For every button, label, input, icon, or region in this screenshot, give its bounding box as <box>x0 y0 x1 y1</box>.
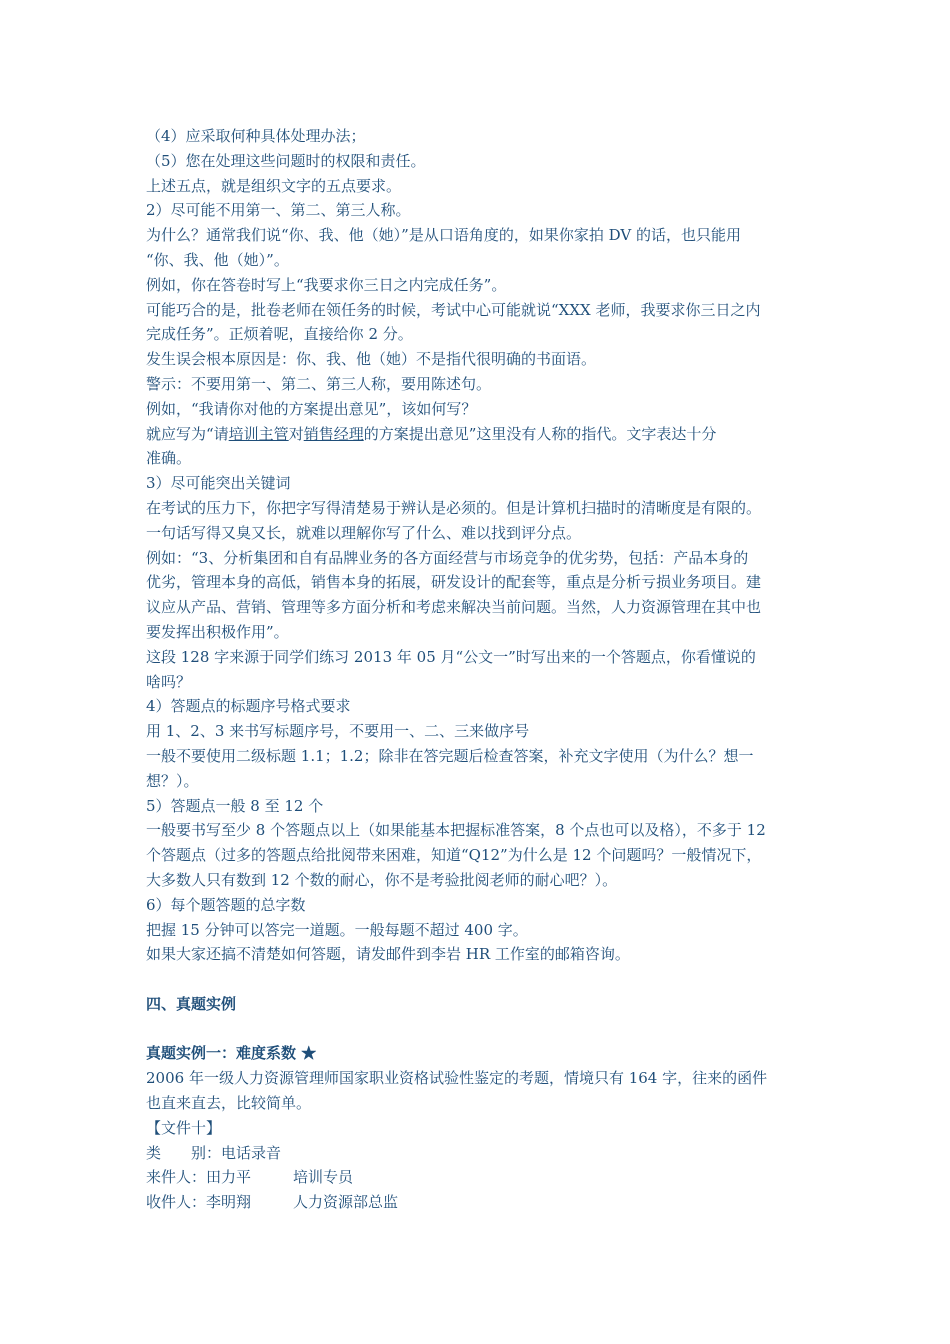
text-line: 可能巧合的是，批卷老师在领任务的时候，考试中心可能就说“XXX 老师，我要求你三日之内 <box>146 300 761 319</box>
text-line: 发生误会根本原因是：你、我、他（她）不是指代很明确的书面语。 <box>146 350 597 369</box>
text-line: 3）尽可能突出关键词 <box>146 474 291 493</box>
text-line: 优劣，管理本身的高低，销售本身的拓展，研发设计的配套等，重点是分析亏损业务项目。建 <box>146 573 762 592</box>
text-line: （5）您在处理这些问题时的权限和责任。 <box>146 151 426 170</box>
text-line: 2）尽可能不用第一、第二、第三人称。 <box>146 201 411 220</box>
subsection-heading: 真题实例一：难度系数 ★ <box>146 1044 317 1063</box>
text-line: 也直来直去，比较简单。 <box>146 1094 312 1113</box>
text-line: 一句话写得又臭又长，就难以理解你写了什么、难以找到评分点。 <box>146 523 582 542</box>
text-line: 【文件十】 <box>146 1118 222 1137</box>
text-line: 例如，你在答卷时写上“我要求你三日之内完成任务”。 <box>146 275 507 294</box>
text-line: 议应从产品、营销、管理等多方面分析和考虑来解决当前问题。当然，人力资源管理在其中也 <box>146 598 762 617</box>
text-line <box>146 422 826 447</box>
text-line: 啥吗？ <box>146 672 192 691</box>
text-line: （4）应采取何种具体处理办法； <box>146 127 366 145</box>
recipient-name: 收件人：李明翔 <box>146 1193 252 1212</box>
text-line: 这段 128 字来源于同学们练习 2013 年 05 月“公文一”时写出来的一个答题点，你看懂说的 <box>146 647 756 666</box>
text-line: 把握 15 分钟可以答完一道题。一般每题不超过 400 字。 <box>146 920 528 939</box>
text-line: 上述五点，就是组织文字的五点要求。 <box>146 176 402 195</box>
text-line: 如果大家还搞不清楚如何答题，请发邮件到李岩 HR 工作室的邮箱咨询。 <box>146 945 630 964</box>
recipient-line <box>146 1190 826 1215</box>
text-line: 例如：“3、分析集团和自有品牌业务的各方面经营与市场竞争的优劣势，包括：产品本身的 <box>146 548 749 567</box>
text-line: “你、我、他（她）”。 <box>146 250 289 269</box>
text-line: 5）答题点一般 8 至 12 个 <box>146 796 324 815</box>
text-line: 为什么？通常我们说“你、我、他（她）”是从口语角度的，如果你家拍 DV 的话，也只能用 <box>146 226 741 245</box>
text-span: 就应写为“请 <box>146 424 229 443</box>
text-line: 要发挥出积极作用”。 <box>146 622 289 641</box>
text-line: 想？）。 <box>146 771 199 790</box>
text-line: 一般不要使用二级标题 1.1；1.2；除非在答完题后检查答案，补充文字使用（为什么？想一 <box>146 746 754 765</box>
text-line: 警示：不要用第一、第二、第三人称，要用陈述句。 <box>146 374 492 393</box>
section-heading: 四、真题实例 <box>146 994 237 1013</box>
text-line: 6）每个题答题的总字数 <box>146 895 306 914</box>
text-line: 类 别：电话录音 <box>146 1143 282 1162</box>
sales-manager-link[interactable]: 销售经理 <box>303 424 364 443</box>
text-line: 4）答题点的标题序号格式要求 <box>146 697 351 716</box>
text-line: 完成任务”。正烦着呢，直接给你 2 分。 <box>146 325 413 344</box>
sender-name: 来件人：田力平 <box>146 1168 252 1187</box>
text-line: 一般要书写至少 8 个答题点以上（如果能基本把握标准答案，8 个点也可以及格），不多于 12 <box>146 821 766 840</box>
text-line: 在考试的压力下，你把字写得清楚易于辨认是必须的。但是计算机扫描时的清晰度是有限的。 <box>146 498 762 517</box>
text-line: 大多数人只有数到 12 个数的耐心，你不是考验批阅老师的耐心吧？）。 <box>146 870 618 889</box>
text-line: 用 1、2、3 来书写标题序号，不要用一、二、三来做序号 <box>146 722 530 741</box>
spacer <box>146 1017 826 1042</box>
text-line: 2006 年一级人力资源管理师国家职业资格试验性鉴定的考题，情境只有 164 字，往来的函件 <box>146 1069 768 1088</box>
recipient-title: 人力资源部总监 <box>293 1193 399 1212</box>
sender-title: 培训专员 <box>293 1168 354 1187</box>
text-line: 准确。 <box>146 449 192 468</box>
sender-line <box>146 1165 826 1190</box>
text-span: 对 <box>288 424 304 443</box>
training-supervisor-link[interactable]: 培训主管 <box>228 424 289 443</box>
document-body <box>146 124 826 1215</box>
text-line: 例如，“我请你对他的方案提出意见”，该如何写？ <box>146 399 477 418</box>
text-line: 个答题点（过多的答题点给批阅带来困难，知道“Q12”为什么是 12 个问题吗？一般情况下， <box>146 846 762 865</box>
text-span: 的方案提出意见”这里没有人称的指代。文字表达十分 <box>363 424 717 443</box>
spacer <box>146 967 826 992</box>
